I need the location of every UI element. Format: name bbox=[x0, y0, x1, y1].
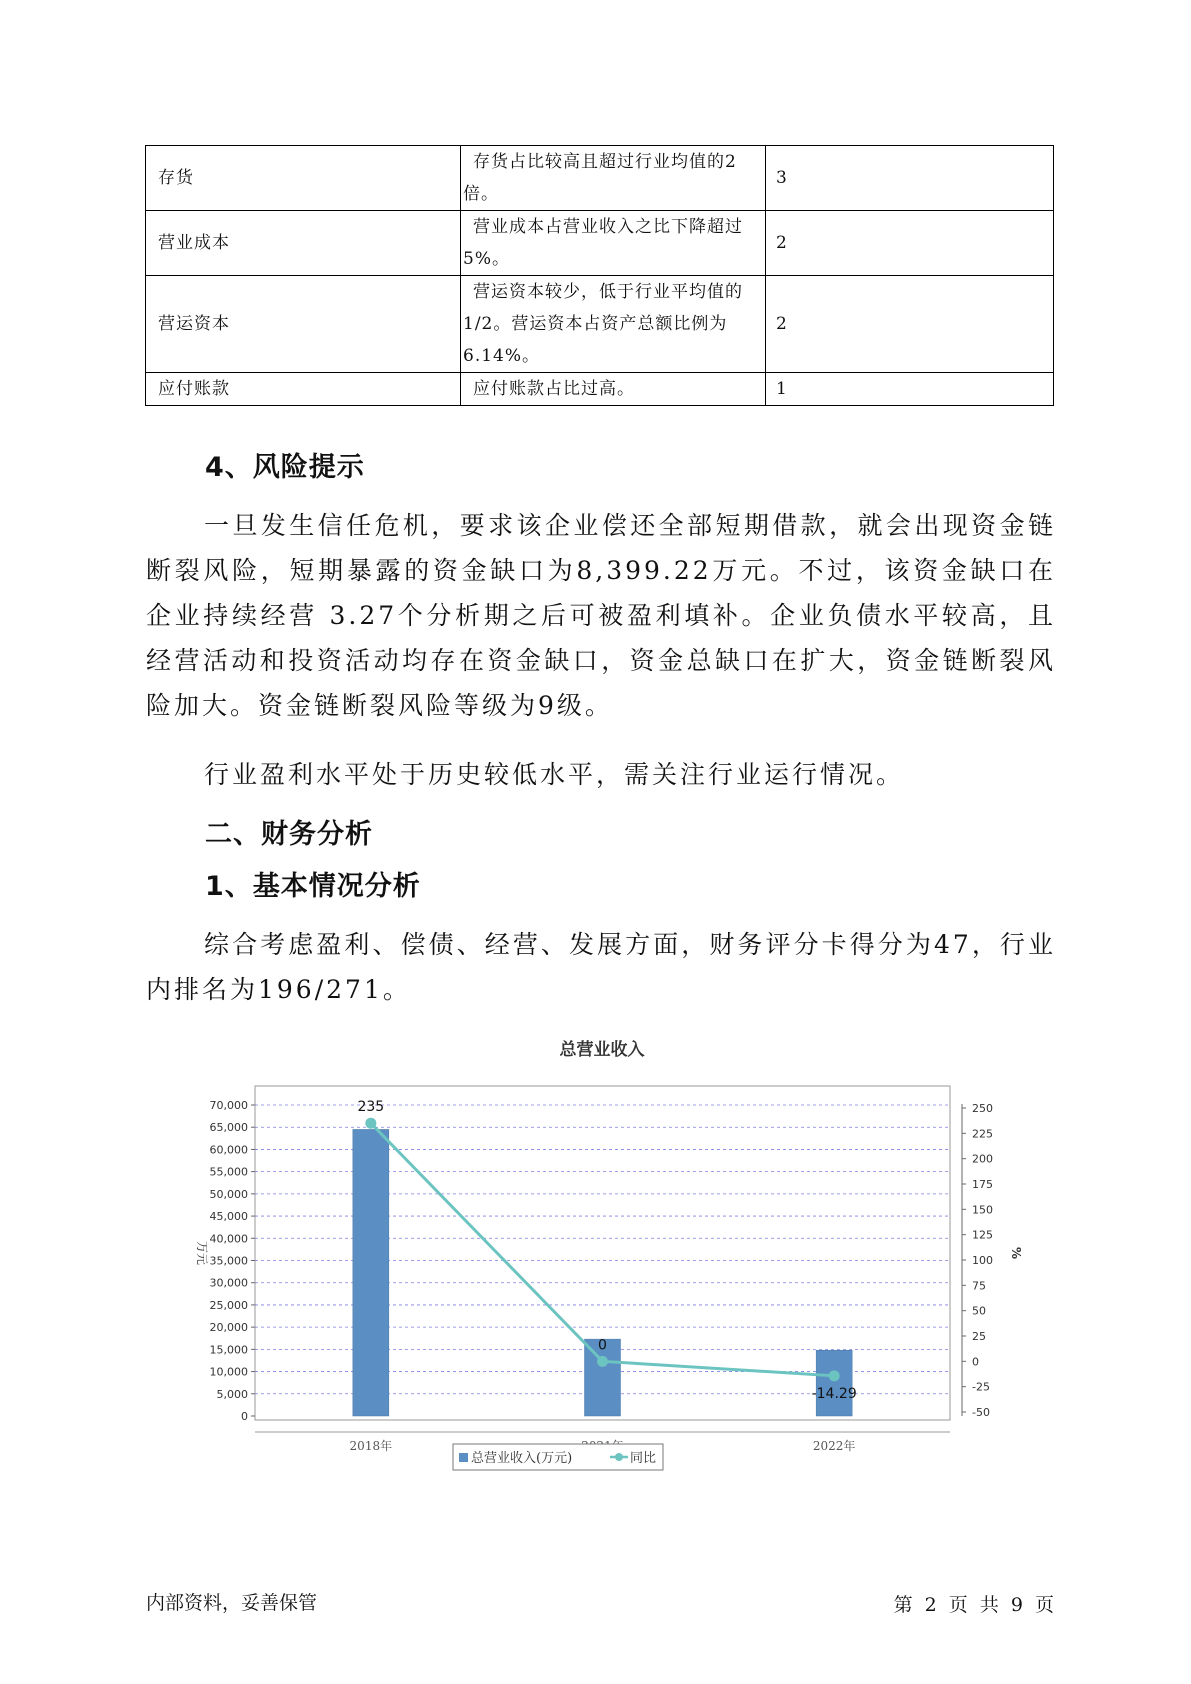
y-tick-label: 55,000 bbox=[209, 1165, 248, 1179]
yoy-data-label: -14.29 bbox=[811, 1385, 857, 1402]
y2-tick-label: 175 bbox=[972, 1178, 993, 1191]
table-row bbox=[146, 211, 1054, 276]
risk-item: 营业成本 bbox=[146, 211, 461, 276]
risk-paragraph: 一旦发生信任危机，要求该企业偿还全部短期借款，就会出现资金链断裂风险，短期暴露的资金缺口为8,399.22万元。不过，该资金缺口在企业持续经营 3.27个分析期之后可被盈利填补。企业负债水平较高，且经营活动和投资活动均存在资金缺口，资金总缺口在扩大，资金链断裂风险加大。资金链断裂风险等级为9级。 bbox=[146, 511, 1056, 720]
risk-item: 营运资本 bbox=[146, 276, 461, 373]
y2-tick-label: 75 bbox=[972, 1279, 986, 1293]
legend-marker-yoy bbox=[615, 1453, 623, 1461]
y-tick-label: 35,000 bbox=[209, 1254, 248, 1268]
section-heading-risk: 4、风险提示 bbox=[205, 452, 365, 483]
risk-table bbox=[145, 145, 1054, 406]
x-tick-label: 2022年 bbox=[812, 1439, 856, 1453]
y-tick-label: 30,000 bbox=[209, 1276, 248, 1290]
y2-tick-label: 150 bbox=[972, 1203, 993, 1217]
yoy-data-label: 0 bbox=[598, 1337, 607, 1354]
y2-axis-label: % bbox=[1009, 1246, 1023, 1260]
revenue-bar bbox=[353, 1129, 389, 1416]
y-tick-label: 70,000 bbox=[209, 1099, 248, 1112]
y-tick-label: 10,000 bbox=[209, 1365, 248, 1379]
y2-tick-label: -50 bbox=[972, 1406, 990, 1419]
y-axis-label: 万元 bbox=[195, 1240, 209, 1266]
y-tick-label: 0 bbox=[241, 1410, 248, 1423]
risk-score: 3 bbox=[766, 146, 1054, 211]
table-row bbox=[146, 276, 1054, 373]
y-tick-label: 20,000 bbox=[209, 1321, 248, 1335]
score-paragraph: 综合考虑盈利、偿债、经营、发展方面，财务评分卡得分为47，行业内排名为196/271。 bbox=[146, 930, 1056, 1004]
y-tick-label: 50,000 bbox=[209, 1187, 248, 1201]
yoy-point bbox=[365, 1118, 376, 1129]
risk-desc: 营运资本较少，低于行业平均值的1/2。营运资本占资产总额比例为6.14%。 bbox=[461, 276, 766, 373]
y-tick-label: 15,000 bbox=[209, 1343, 248, 1357]
revenue-bar bbox=[816, 1350, 852, 1416]
footer-confidential: 内部资料，妥善保管 bbox=[146, 1592, 318, 1614]
legend-label-revenue: 总营业收入(万元) bbox=[471, 1451, 573, 1466]
x-tick-label: 2018年 bbox=[349, 1439, 393, 1453]
y2-tick-label: 0 bbox=[972, 1355, 979, 1369]
risk-score: 2 bbox=[766, 276, 1054, 373]
y2-tick-label: 50 bbox=[972, 1304, 986, 1318]
risk-score: 2 bbox=[766, 211, 1054, 276]
risk-score: 1 bbox=[766, 373, 1054, 406]
y2-tick-label: 200 bbox=[972, 1152, 993, 1166]
risk-desc: 存货占比较高且超过行业均值的2倍。 bbox=[461, 146, 766, 211]
industry-paragraph: 行业盈利水平处于历史较低水平，需关注行业运行情况。 bbox=[204, 760, 905, 789]
y2-tick-label: 250 bbox=[972, 1102, 993, 1115]
section-heading-finance: 二、财务分析 bbox=[205, 819, 373, 850]
y2-tick-label: 125 bbox=[972, 1228, 993, 1242]
risk-item: 存货 bbox=[146, 146, 461, 211]
risk-desc: 应付账款占比过高。 bbox=[461, 373, 766, 406]
table-row bbox=[146, 373, 1054, 406]
y2-tick-label: 100 bbox=[972, 1254, 993, 1267]
subsection-heading-basic: 1、基本情况分析 bbox=[205, 871, 421, 902]
y-tick-label: 65,000 bbox=[209, 1121, 248, 1135]
legend-swatch-revenue bbox=[459, 1453, 468, 1462]
table-row bbox=[146, 146, 1054, 211]
yoy-point bbox=[829, 1370, 840, 1381]
y-tick-label: 40,000 bbox=[209, 1232, 248, 1246]
yoy-data-label: 235 bbox=[357, 1099, 385, 1116]
risk-item: 应付账款 bbox=[146, 373, 461, 406]
risk-desc: 营业成本占营业收入之比下降超过5%。 bbox=[461, 211, 766, 276]
legend-label-yoy: 同比 bbox=[630, 1451, 657, 1466]
revenue-chart bbox=[170, 1030, 1023, 1490]
page-number: 第 2 页 共 9 页 bbox=[893, 1594, 1054, 1616]
y2-tick-label: 25 bbox=[972, 1330, 986, 1343]
chart-title: 总营业收入 bbox=[559, 1040, 645, 1060]
y2-tick-label: -25 bbox=[972, 1380, 990, 1394]
y-tick-label: 5,000 bbox=[216, 1387, 248, 1401]
yoy-point bbox=[597, 1356, 608, 1367]
y-tick-label: 45,000 bbox=[209, 1210, 248, 1224]
y-tick-label: 60,000 bbox=[209, 1143, 248, 1157]
y-tick-label: 25,000 bbox=[209, 1298, 248, 1312]
y2-tick-label: 225 bbox=[972, 1127, 993, 1141]
